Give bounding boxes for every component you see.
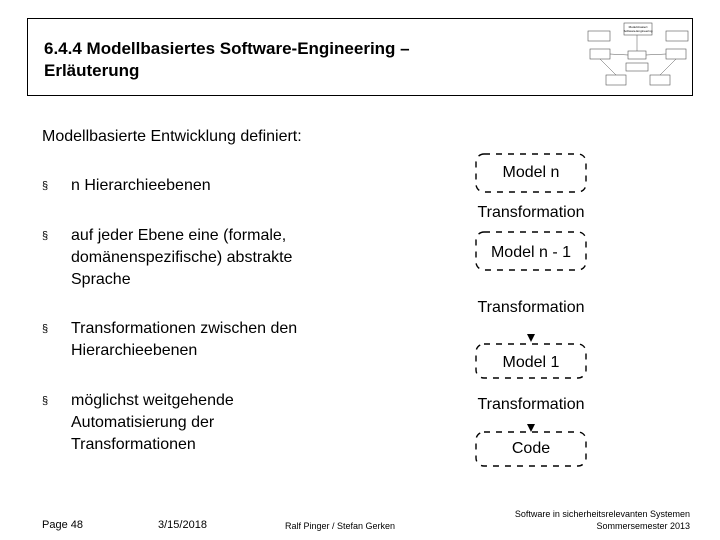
model-hierarchy-diagram (458, 146, 608, 476)
transformation-label: Transformation (477, 204, 585, 221)
bullet-line: auf jeder Ebene eine (formale, (71, 227, 287, 244)
bullet-line: Transformationen (71, 436, 196, 453)
bullet-line: Hierarchieebenen (71, 342, 198, 359)
course-line-1: Software in sicherheitsrelevanten Systemen (514, 509, 690, 519)
transformation-label: Transformation (477, 396, 585, 413)
course-info (440, 508, 690, 532)
overview-thumbnail (586, 21, 690, 93)
arrow-down-icon (527, 334, 535, 342)
page-title (44, 38, 564, 82)
bullet-line: Transformationen zwischen den (71, 320, 298, 337)
bullet-mark: § (42, 395, 49, 407)
page-number: Page 48 (42, 519, 83, 531)
box-label: Model n (502, 164, 560, 181)
intro-text: Modellbasierte Entwicklung definiert: (42, 128, 302, 145)
bullet-mark: § (42, 323, 49, 335)
title-line-1: 6.4.4 Modellbasiertes Software-Engineering – (44, 39, 410, 58)
box-label: Model n - 1 (490, 244, 572, 261)
bullet-line: domänenspezifische) abstrakte (71, 249, 293, 266)
bullet-line: n Hierarchieebenen (71, 177, 211, 194)
title-line-2: Erläuterung (44, 61, 140, 80)
arrow-down-icon (527, 424, 535, 432)
bullet-mark: § (42, 230, 49, 242)
course-line-2: Sommersemester 2013 (596, 521, 690, 531)
thumbnail-label-2: Software-Engineering (623, 29, 653, 33)
bullet-line: Automatisierung der (71, 414, 215, 431)
date: 3/15/2018 (158, 519, 207, 531)
thumbnail-label-1: Modell-basiert (628, 25, 648, 29)
title-box (27, 18, 693, 96)
box-label: Model 1 (502, 354, 560, 371)
box-label: Code (511, 440, 551, 457)
authors: Ralf Pinger / Stefan Gerken (285, 521, 396, 531)
bullet-line: möglichst weitgehende (71, 392, 234, 409)
transformation-label: Transformation (477, 299, 585, 316)
bullet-mark: § (42, 180, 49, 192)
bullet-line: Sprache (71, 271, 131, 288)
